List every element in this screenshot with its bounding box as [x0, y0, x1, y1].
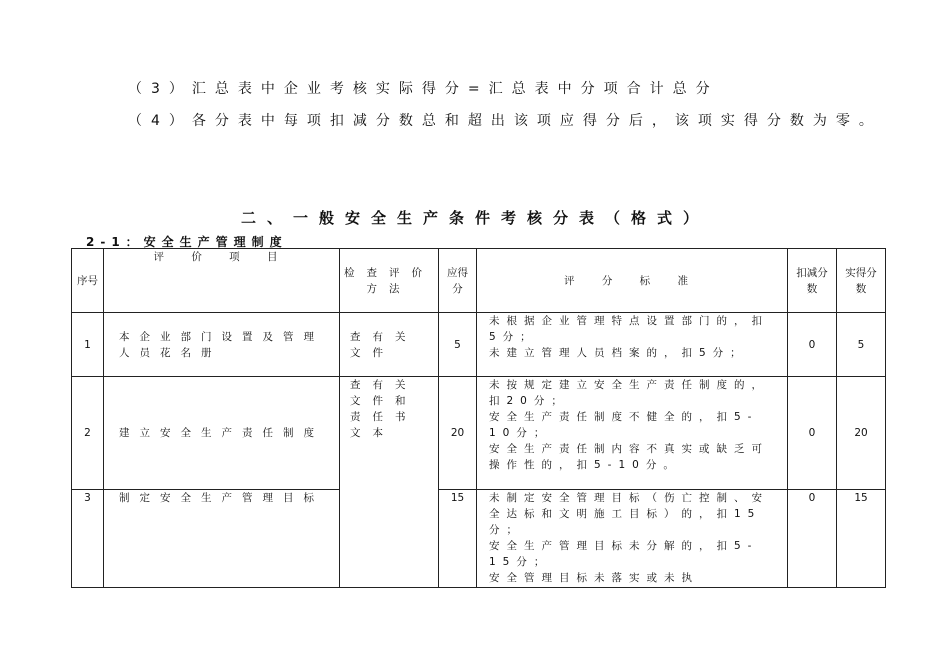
row1-actual: 5 [837, 313, 886, 377]
row1-method: 查有关文件 [340, 313, 439, 377]
row2-seq: 2 [72, 377, 104, 490]
subsection-title: 2-1：安全生产管理制度 [86, 235, 288, 249]
table-row [72, 377, 886, 490]
table-row [72, 313, 886, 377]
row3-actual: 15 [837, 490, 886, 588]
table-header-row [72, 249, 886, 313]
rule-text-4: （4）各分表中每项扣减分数总和超出该项应得分后，该项实得分数为零。 [128, 113, 882, 129]
row3-deduct: 0 [788, 490, 837, 588]
header-method: 检查评价方法 [340, 249, 439, 313]
row1-deduct: 0 [788, 313, 837, 377]
row2-deduct: 0 [788, 377, 837, 490]
row3-item: 制定安全生产管理目标 [104, 490, 340, 588]
row3-score: 15 [439, 490, 477, 588]
row2-method: 查有关文件和责任书文本 [340, 377, 439, 588]
header-seq: 序号 [72, 249, 104, 313]
row2-item: 建立安全生产责任制度 [104, 377, 340, 490]
header-score: 应得分 [439, 249, 477, 313]
row3-seq: 3 [72, 490, 104, 588]
header-deduct: 扣减分数 [788, 249, 837, 313]
row3-criteria: 未制定安全管理目标（伤亡控制、安全达标和文明施工目标）的，扣15分； 安全生产管理目标未分解的，扣5-15分； 安全管理目标未落实或未执 [477, 490, 788, 588]
row1-criteria: 未根据企业管理特点设置部门的，扣5分； 未建立管理人员档案的，扣5分； [477, 313, 788, 377]
row1-seq: 1 [72, 313, 104, 377]
section-title: 二、一般安全生产条件考核分表（格式） [240, 209, 709, 227]
assessment-table [71, 248, 886, 588]
header-criteria: 评 分 标 准 [477, 249, 788, 313]
header-actual: 实得分数 [837, 249, 886, 313]
rule-text-3: （3）汇总表中企业考核实际得分=汇总表中分项合计总分 [128, 81, 719, 97]
row2-actual: 20 [837, 377, 886, 490]
header-item: 评 价 项 目 [104, 249, 340, 313]
row2-score: 20 [439, 377, 477, 490]
table-row [72, 490, 886, 588]
row2-criteria: 未按规定建立安全生产责任制度的，扣20分； 安全生产责任制度不健全的，扣5-10分； 安全生产责任制内容不真实或缺乏可操作性的，扣5-10分。 [477, 377, 788, 490]
row1-score: 5 [439, 313, 477, 377]
row1-item: 本企业部门设置及管理人员花名册 [104, 313, 340, 377]
